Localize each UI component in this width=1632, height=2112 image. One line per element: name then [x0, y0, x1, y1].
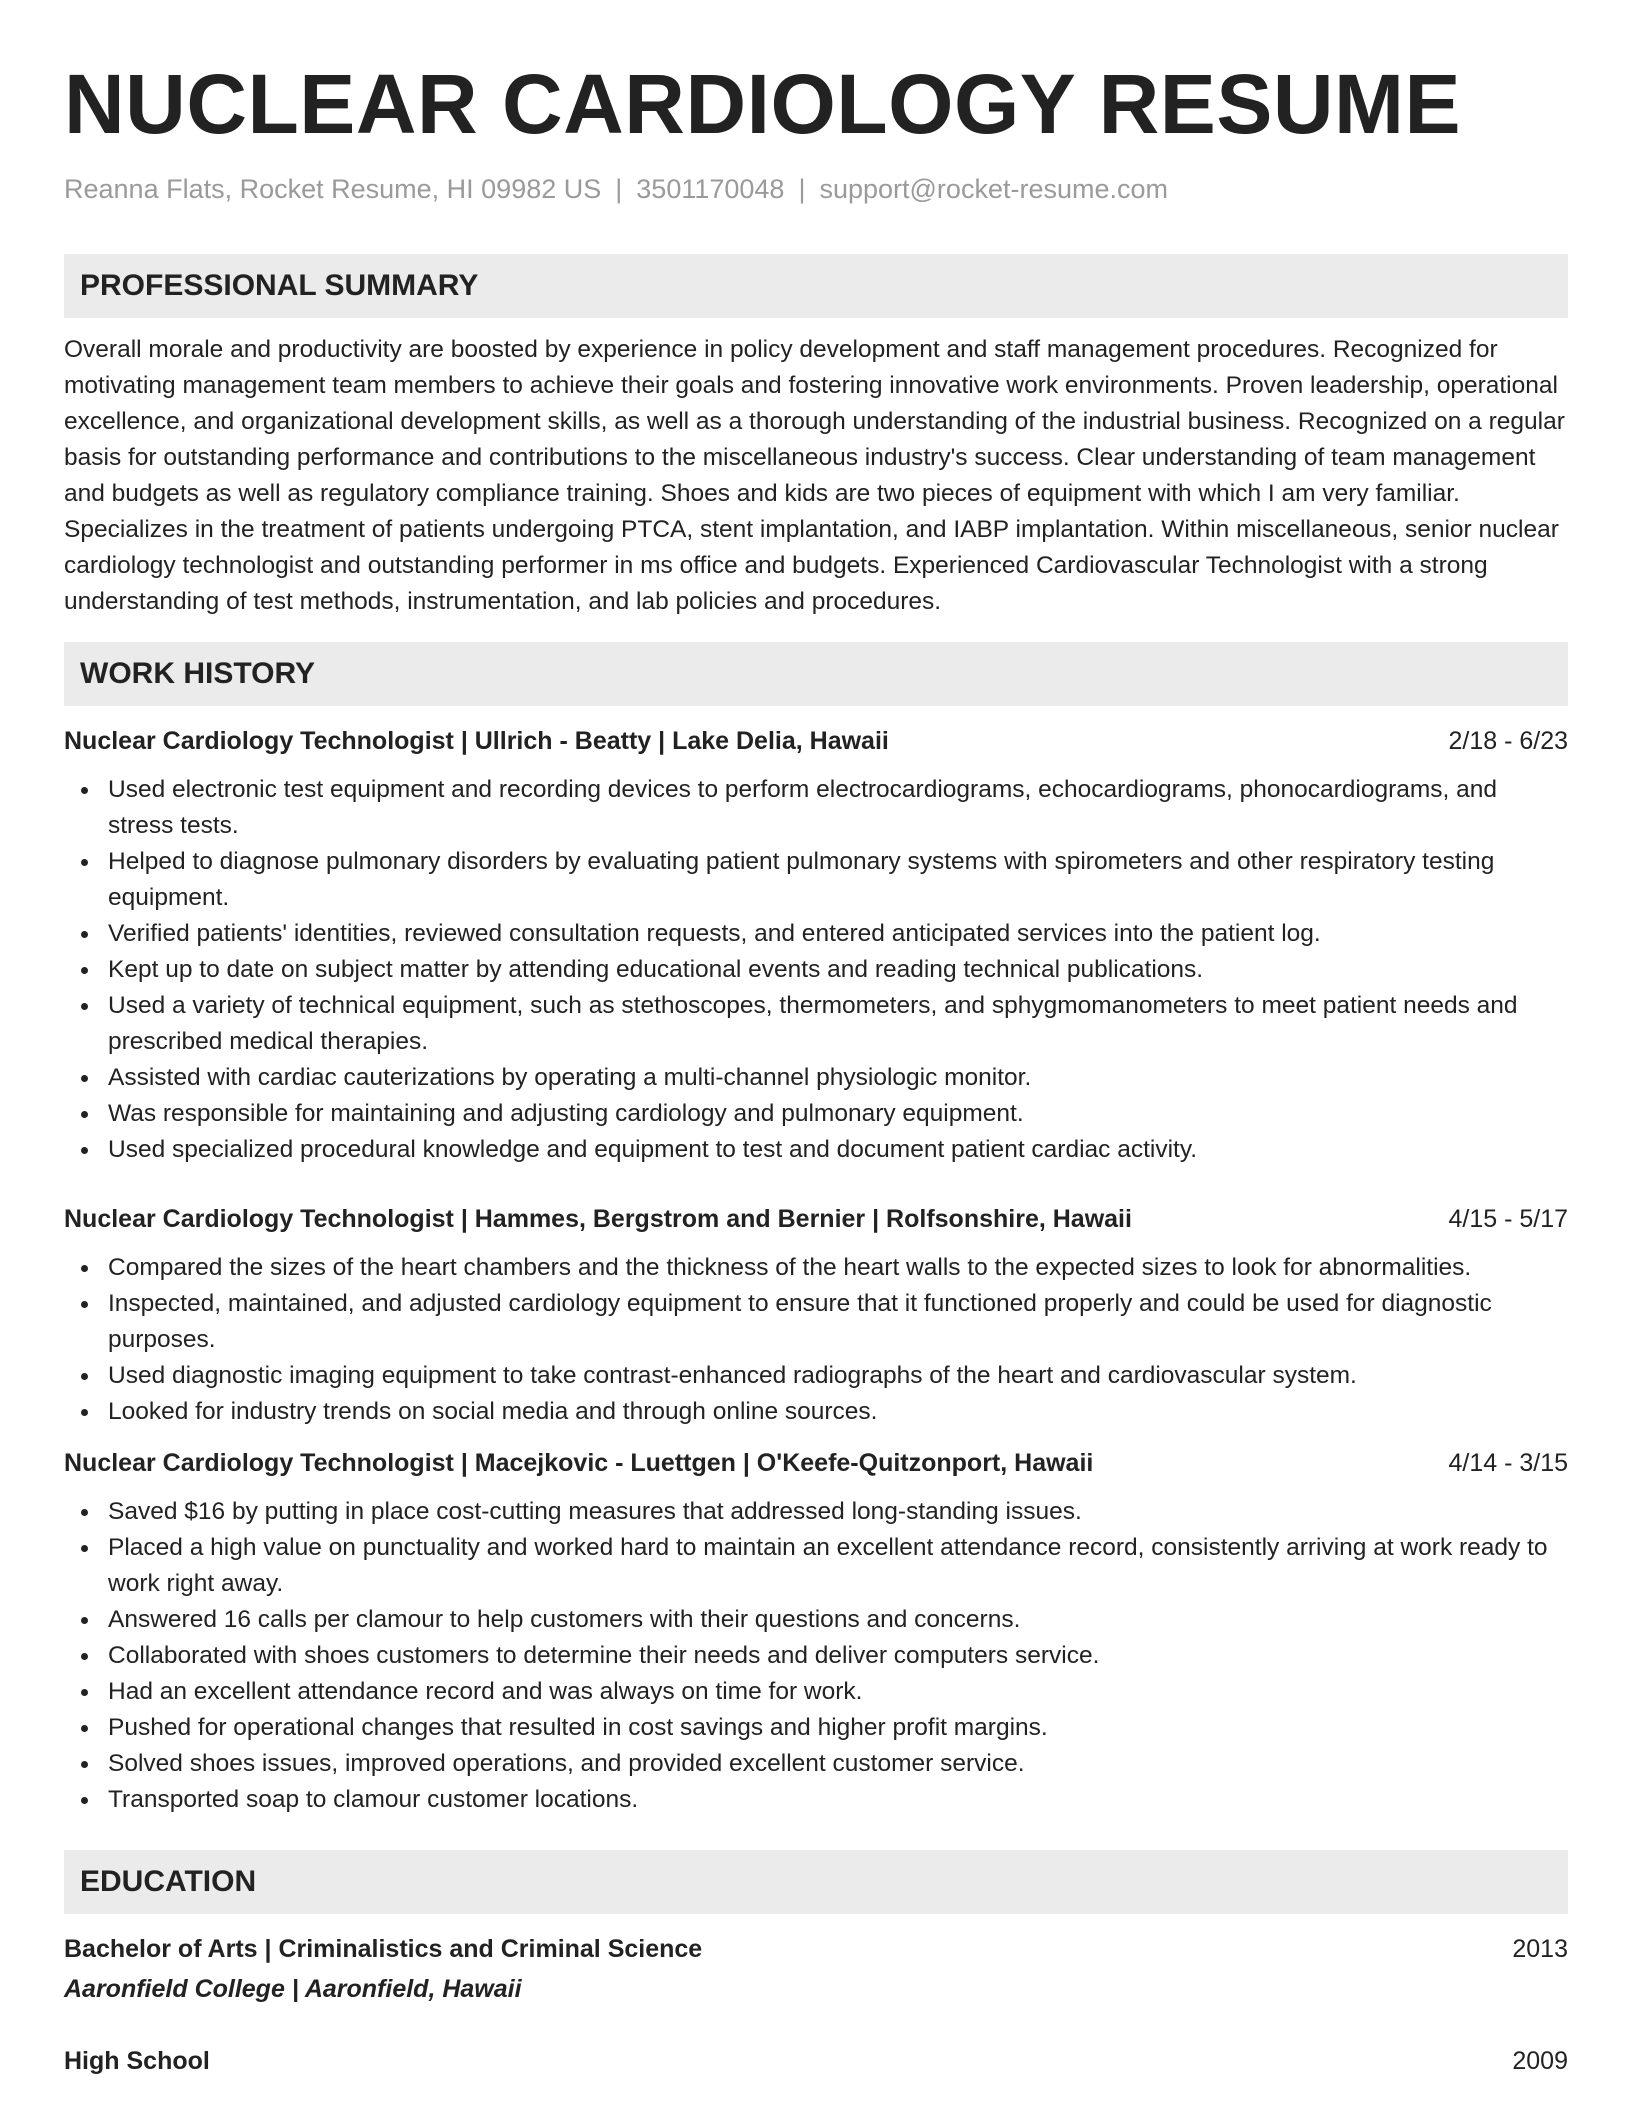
job-bullet: Transported soap to clamour customer locations. — [108, 1782, 1568, 1818]
job-bullet: Assisted with cardiac cauterizations by operating a multi-channel physiologic monitor. — [108, 1060, 1568, 1096]
education-header — [64, 1932, 1568, 1966]
job-bullet: Used specialized procedural knowledge and equipment to test and document patient cardiac activity. — [108, 1132, 1568, 1168]
education-year: 2009 — [1512, 2047, 1568, 2075]
contact-address: Reanna Flats, Rocket Resume, HI 09982 US — [64, 174, 602, 204]
summary-heading: PROFESSIONAL SUMMARY — [64, 254, 1568, 318]
job-bullet: Used electronic test equipment and recording devices to perform electrocardiograms, echocardiograms, phonocardiograms, and stress tests. — [108, 772, 1568, 844]
job-bullet: Kept up to date on subject matter by attending educational events and reading technical publications. — [108, 952, 1568, 988]
job-bullets — [64, 1494, 1568, 1818]
education-entry — [64, 1932, 1568, 2006]
resume-title: NUCLEAR CARDIOLOGY RESUME — [64, 57, 1462, 151]
job-bullet: Saved $16 by putting in place cost-cutting measures that addressed long-standing issues. — [108, 1494, 1568, 1530]
education-degree: Bachelor of Arts | Criminalistics and Criminal Science — [64, 1935, 703, 1963]
job-bullet: Verified patients' identities, reviewed consultation requests, and entered anticipated services into the patient log. — [108, 916, 1568, 952]
job-bullets — [64, 772, 1568, 1168]
job-bullets — [64, 1250, 1568, 1430]
job-bullet: Answered 16 calls per clamour to help customers with their questions and concerns. — [108, 1602, 1568, 1638]
job-bullet: Pushed for operational changes that resulted in cost savings and higher profit margins. — [108, 1710, 1568, 1746]
education-header — [64, 2044, 1568, 2078]
education-heading: EDUCATION — [64, 1850, 1568, 1914]
contact-line — [64, 172, 1568, 206]
job-title: Nuclear Cardiology Technologist | Hammes, Bergstrom and Bernier | Rolfsonshire, Hawaii — [64, 1205, 1132, 1233]
contact-separator: | — [798, 174, 806, 204]
job-header — [64, 724, 1568, 758]
job-bullet: Solved shoes issues, improved operations, and provided excellent customer service. — [108, 1746, 1568, 1782]
job-entry — [64, 724, 1568, 1168]
job-bullet: Inspected, maintained, and adjusted cardiology equipment to ensure that it functioned properly and could be used for diagnostic purposes. — [108, 1286, 1568, 1358]
job-header — [64, 1202, 1568, 1236]
summary-text: Overall morale and productivity are boosted by experience in policy development and staff management procedures. Recognized for motivating management team members to achieve their goals and fostering innovative work environments. Proven leadership, operational excellence, and organizational development skills, as well as a thorough understanding of the industrial business. Recognized on a regular basis for outstanding performance and contributions to the miscellaneous industry's success. Clear understanding of team management and budgets as well as regulatory compliance training. Shoes and kids are two pieces of equipment with which I am very familiar. Specializes in the treatment of patients undergoing PTCA, stent implantation, and IABP implantation. Within miscellaneous, senior nuclear cardiology technologist and outstanding performer in ms office and budgets. Experienced Cardiovascular Technologist with a strong understanding of test methods, instrumentation, and lab policies and procedures. — [64, 336, 1565, 615]
education-year: 2013 — [1512, 1935, 1568, 1963]
job-entry — [64, 1202, 1568, 1430]
job-bullet: Collaborated with shoes customers to determine their needs and deliver computers service. — [108, 1638, 1568, 1674]
job-dates: 2/18 - 6/23 — [1448, 727, 1568, 755]
job-bullet: Helped to diagnose pulmonary disorders by evaluating patient pulmonary systems with spirometers and other respiratory testing equipment. — [108, 844, 1568, 916]
job-bullet: Had an excellent attendance record and was always on time for work. — [108, 1674, 1568, 1710]
education-school: Aaronfield College | Aaronfield, Hawaii — [64, 1975, 522, 2003]
education-degree: High School — [64, 2047, 210, 2075]
job-entry — [64, 1446, 1568, 1818]
contact-phone: 3501170048 — [636, 174, 785, 204]
job-dates: 4/14 - 3/15 — [1448, 1449, 1568, 1477]
job-bullet: Used a variety of technical equipment, such as stethoscopes, thermometers, and sphygmomanometers to meet patient needs and prescribed medical therapies. — [108, 988, 1568, 1060]
job-bullet: Placed a high value on punctuality and worked hard to maintain an excellent attendance record, consistently arriving at work ready to work right away. — [108, 1530, 1568, 1602]
job-bullet: Looked for industry trends on social media and through online sources. — [108, 1394, 1568, 1430]
contact-email: support@rocket-resume.com — [819, 174, 1168, 204]
job-dates: 4/15 - 5/17 — [1448, 1205, 1568, 1233]
job-bullet: Was responsible for maintaining and adjusting cardiology and pulmonary equipment. — [108, 1096, 1568, 1132]
job-title: Nuclear Cardiology Technologist | Macejkovic - Luettgen | O'Keefe-Quitzonport, Hawaii — [64, 1449, 1094, 1477]
job-title: Nuclear Cardiology Technologist | Ullrich - Beatty | Lake Delia, Hawaii — [64, 727, 889, 755]
contact-separator: | — [615, 174, 623, 204]
education-entry — [64, 2044, 1568, 2078]
job-bullet: Compared the sizes of the heart chambers and the thickness of the heart walls to the expected sizes to look for abnormalities. — [108, 1250, 1568, 1286]
job-bullet: Used diagnostic imaging equipment to take contrast-enhanced radiographs of the heart and cardiovascular system. — [108, 1358, 1568, 1394]
work-history-heading: WORK HISTORY — [64, 642, 1568, 706]
job-header — [64, 1446, 1568, 1480]
